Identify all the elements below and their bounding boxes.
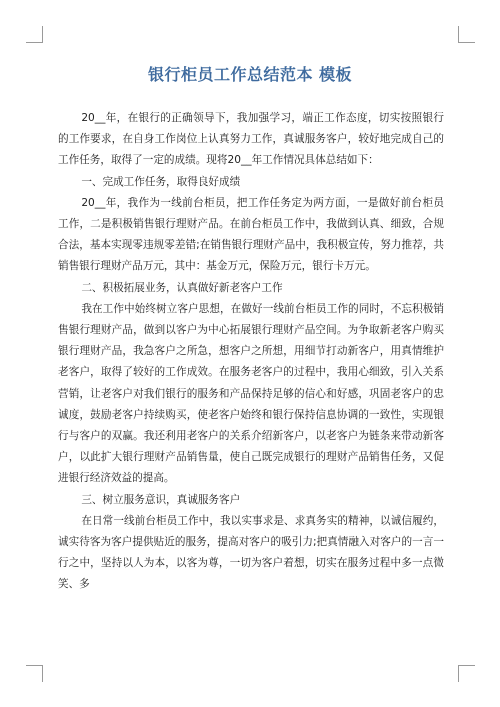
crop-mark-top-right (458, 26, 475, 43)
document-body (58, 108, 444, 596)
section-heading-1: 一、完成工作任务，取得良好成绩 (81, 175, 241, 188)
crop-mark-bottom-left (26, 665, 43, 682)
paragraph-intro: 20__年，在银行的正确领导下，我加强学习，端正工作态度，切实按照银行的工作要求，在自身工作岗位上认真努力工作，真诚服务客户，较好地完成自己的工作任务，取得了一定的成绩。现将20__年工作情况具体总结如下： (58, 112, 444, 167)
paragraph-section-3: 在日常一线前台柜员工作中，我以实事求是、求真务实的精神，以诚信履约，诚实待客为客户提供贴近的服务，提高对客户的吸引力;把真情融入对客户的一言一行之中，坚持以人为本，以客为尊，一切为客户着想，切实在服务过程中多一点微笑、多 (58, 514, 444, 591)
section-heading-3: 三、树立服务意识，真诚服务客户 (81, 493, 241, 506)
section-heading-2: 二、积极拓展业务，认真做好新老客户工作 (81, 281, 283, 294)
paragraph-section-2: 我在工作中始终树立客户思想，在做好一线前台柜员工作的同时，不忘积极销售银行理财产品，做到以客户为中心拓展银行理财产品空间。为争取新老客户购买银行理财产品，我急客户之所急，想客户之所想，用细节打动新客户，用真情维护老客户，取得了较好的工作成效。在服务老客户的过程中，我用心细致，引入关系营销，让老客户对我们银行的服务和产品保持足够的信心和好感，巩固老客户的忠诚度，鼓励老客户持续购买，使老客户始终和银行保持信息协调的一致性，实现银行与客户的双赢。我还利用老客户的关系介绍新客户，以老客户为链条来带动新客户，以此扩大银行理财产品销售量，使自己既完成银行的理财产品销售任务，又促进银行经济效益的提高。 (58, 302, 444, 485)
crop-mark-bottom-right (458, 665, 475, 682)
crop-mark-top-left (26, 26, 43, 43)
document-title: 银行柜员工作总结范本 模板 (147, 65, 353, 84)
paragraph-section-1: 20__年，我作为一线前台柜员，把工作任务定为两方面，一是做好前台柜员工作，二是积极销售银行理财产品。在前台柜员工作中，我做到认真、细致，合规合法，基本实现零违规零差错;在销售银行理财产品中，我积极宣传，努力推荐，共销售银行理财产品万元，其中：基金万元，保险万元，银行卡万元。 (58, 196, 444, 273)
